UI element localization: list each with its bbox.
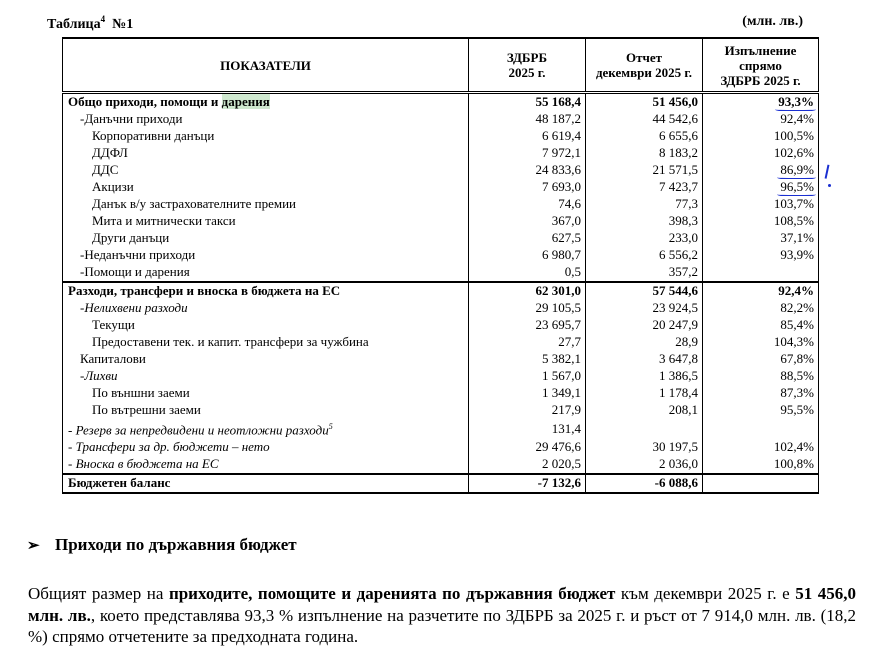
row-plan: 0,5 [469, 264, 586, 282]
row-report: 1 386,5 [586, 368, 703, 385]
row-plan: 29 105,5 [469, 300, 586, 317]
row-plan: 7 972,1 [469, 145, 586, 162]
row-plan: 2 020,5 [469, 456, 586, 474]
table-row [63, 456, 819, 474]
row-label: ДДФЛ [63, 145, 469, 162]
row-plan: 55 168,4 [469, 93, 586, 112]
table-row [63, 145, 819, 162]
paragraph-text-bold: приходите, помощите и даренията по държавния бюджет [168, 584, 616, 603]
row-plan: 627,5 [469, 230, 586, 247]
row-report: 208,1 [586, 402, 703, 419]
header-plan: ЗДБРБ 2025 г. [469, 38, 586, 93]
row-report: 21 571,5 [586, 162, 703, 179]
row-pct: 104,3% [703, 334, 819, 351]
row-total-revenue [63, 93, 819, 112]
paragraph-text: Общият размер на [28, 584, 169, 603]
row-pct: 100,5% [703, 128, 819, 145]
row-report: 23 924,5 [586, 300, 703, 317]
row-label: Акцизи [63, 179, 469, 196]
bullet-arrow-icon: ➢ [27, 538, 40, 554]
row-plan: 27,7 [469, 334, 586, 351]
section-title: Приходи по държавния бюджет [55, 535, 297, 554]
row-report: 1 178,4 [586, 385, 703, 402]
row-pct [703, 93, 819, 112]
row-plan: 367,0 [469, 213, 586, 230]
ink-underline-mark: 86,9% [780, 162, 814, 178]
table-row [63, 439, 819, 456]
row-report: 77,3 [586, 196, 703, 213]
row-label: - Трансфери за др. бюджети – нето [63, 439, 469, 456]
table-row [63, 213, 819, 230]
row-report: 51 456,0 [586, 93, 703, 112]
row-report: 398,3 [586, 213, 703, 230]
row-plan: 131,4 [469, 419, 586, 439]
table-row [63, 162, 819, 179]
row-label: - Резерв за непредвидени и неотложни разходи$^5$ [63, 419, 469, 439]
row-label: Други данъци [63, 230, 469, 247]
row-pct: 102,6% [703, 145, 819, 162]
row-plan: 6 619,4 [469, 128, 586, 145]
row-plan: 5 382,1 [469, 351, 586, 368]
ink-underline-mark: 96,5% [780, 179, 814, 195]
row-pct: 95,5% [703, 402, 819, 419]
row-report: -6 088,6 [586, 474, 703, 493]
header-indicators: ПОКАЗАТЕЛИ [63, 38, 469, 93]
section-heading [27, 535, 297, 555]
row-label: -Данъчни приходи [63, 111, 469, 128]
row-pct: 88,5% [703, 368, 819, 385]
ink-dot-mark [828, 184, 831, 187]
row-total-expenditure [63, 282, 819, 300]
header-report: Отчет декември 2025 г. [586, 38, 703, 93]
row-label: - Вноска в бюджета на ЕС [63, 456, 469, 474]
row-pct: 92,4% [703, 111, 819, 128]
row-pct: 37,1% [703, 230, 819, 247]
row-report: 3 647,8 [586, 351, 703, 368]
header-execution: Изпълнение спрямо ЗДБРБ 2025 г. [703, 38, 819, 93]
row-plan: 1 349,1 [469, 385, 586, 402]
row-pct: 92,4% [703, 282, 819, 300]
table-row [63, 128, 819, 145]
row-pct [703, 264, 819, 282]
body-paragraph [28, 583, 856, 648]
table-units: (млн. лв.) [742, 14, 803, 29]
row-budget-balance [63, 474, 819, 493]
paragraph-text: , което представлява 93,3 % изпълнение на разчетите по ЗДБРБ за 2025 г. и ръст от 7 914,0 млн. лв. (18,2 %) спрямо отчетените за предходната година. [28, 605, 856, 646]
row-label: Капиталови [63, 351, 469, 368]
table-caption-line [47, 14, 803, 34]
row-pct [703, 162, 819, 179]
ink-underline-mark: 93,3% [778, 94, 814, 110]
row-plan: 24 833,6 [469, 162, 586, 179]
row-plan: 74,6 [469, 196, 586, 213]
row-label: -Неданъчни приходи [63, 247, 469, 264]
paragraph-text-bold: 51 456,0 млн. лв. [28, 584, 856, 625]
row-pct: 108,5% [703, 213, 819, 230]
row-label: ДДС [63, 162, 469, 179]
row-plan: 48 187,2 [469, 111, 586, 128]
table-row [63, 179, 819, 196]
row-report: 20 247,9 [586, 317, 703, 334]
table-row [63, 368, 819, 385]
row-label: Бюджетен баланс [63, 474, 469, 493]
table-caption: Таблица$^4$ №1 [47, 14, 134, 32]
row-pct [703, 419, 819, 439]
row-label: Предоставени тек. и капит. трансфери за чужбина [63, 334, 469, 351]
row-report: 2 036,0 [586, 456, 703, 474]
table-row [63, 111, 819, 128]
table-row [63, 351, 819, 368]
row-pct [703, 179, 819, 196]
row-pct: 93,9% [703, 247, 819, 264]
row-plan: 217,9 [469, 402, 586, 419]
row-report: 57 544,6 [586, 282, 703, 300]
ink-tick-mark [825, 165, 833, 180]
table-row [63, 385, 819, 402]
table-row [63, 230, 819, 247]
row-label: По външни заеми [63, 385, 469, 402]
row-report: 6 556,2 [586, 247, 703, 264]
budget-table [62, 37, 819, 494]
row-pct: 102,4% [703, 439, 819, 456]
row-pct: 85,4% [703, 317, 819, 334]
row-label: -Лихви [63, 368, 469, 385]
row-plan: 29 476,6 [469, 439, 586, 456]
table-row [63, 419, 819, 439]
table-row [63, 264, 819, 282]
row-plan: -7 132,6 [469, 474, 586, 493]
row-pct: 100,8% [703, 456, 819, 474]
table-row [63, 300, 819, 317]
row-label: По вътрешни заеми [63, 402, 469, 419]
row-pct: 82,2% [703, 300, 819, 317]
row-report: 357,2 [586, 264, 703, 282]
row-plan: 7 693,0 [469, 179, 586, 196]
row-report: 233,0 [586, 230, 703, 247]
row-report: 44 542,6 [586, 111, 703, 128]
row-pct: 87,3% [703, 385, 819, 402]
row-report: 30 197,5 [586, 439, 703, 456]
row-report: 7 423,7 [586, 179, 703, 196]
table-row [63, 317, 819, 334]
row-plan: 6 980,7 [469, 247, 586, 264]
table-row [63, 196, 819, 213]
row-pct: 67,8% [703, 351, 819, 368]
table-row [63, 402, 819, 419]
row-report: 8 183,2 [586, 145, 703, 162]
row-report: 6 655,6 [586, 128, 703, 145]
paragraph-text: към декември 2025 г. е [615, 584, 796, 603]
table-row [63, 247, 819, 264]
row-label: Разходи, трансфери и вноска в бюджета на ЕС [63, 282, 469, 300]
row-label: -Помощи и дарения [63, 264, 469, 282]
highlighted-word: дарения [221, 94, 270, 110]
row-label: Общо приходи, помощи и дарения [63, 93, 469, 112]
row-label: Текущи [63, 317, 469, 334]
table-row [63, 334, 819, 351]
row-report: 28,9 [586, 334, 703, 351]
table-header-row [63, 38, 819, 93]
row-label: Корпоративни данъци [63, 128, 469, 145]
row-pct: 103,7% [703, 196, 819, 213]
row-plan: 23 695,7 [469, 317, 586, 334]
row-label: -Нелихвени разходи [63, 300, 469, 317]
row-pct [703, 474, 819, 493]
row-plan: 1 567,0 [469, 368, 586, 385]
row-report [586, 419, 703, 439]
row-plan: 62 301,0 [469, 282, 586, 300]
row-label: Мита и митнически такси [63, 213, 469, 230]
row-label: Данък в/у застрахователните премии [63, 196, 469, 213]
